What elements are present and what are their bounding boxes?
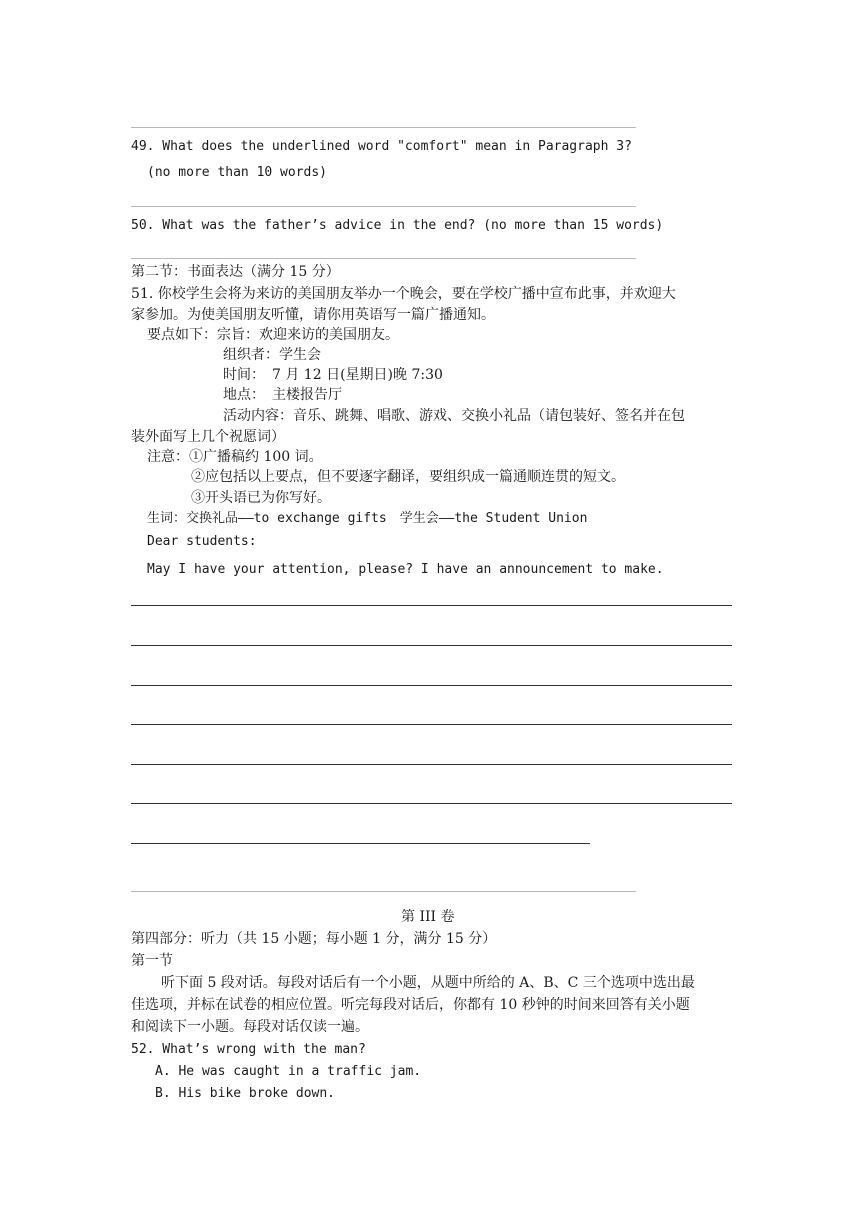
key-points-purpose: 要点如下：宗旨：欢迎来访的美国朋友。 [147,327,399,343]
writing-line[interactable] [131,605,732,606]
listening-instructions-line-3: 和阅读下一小题。每段对话仅读一遍。 [131,1019,369,1035]
question-52-option-a[interactable]: A. He was caught in a traffic jam. [155,1064,422,1079]
writing-line[interactable] [131,685,732,686]
writing-line[interactable] [131,803,732,804]
listening-instructions-line-2: 佳选项，并标在试卷的相应位置。听完每段对话后，你都有 10 秒钟的时间来回答有关小题 [131,997,690,1013]
writing-line[interactable] [131,645,732,646]
volume-3-title: 第 III 卷 [401,909,455,925]
answer-line-49 [131,206,636,207]
question-49-word-limit: (no more than 10 words) [147,165,328,180]
writing-line[interactable] [131,724,732,725]
key-points-organizer: 组织者：学生会 [223,347,321,363]
question-51-prompt-line-1: 51. 你校学生会将为来访的美国朋友举办一个晚会，要在学校广播中宣布此事，并欢迎大 [131,286,676,302]
question-49: 49. What does the underlined word "comfort" mean in Paragraph 3? [131,139,632,154]
question-51-prompt-line-2: 家参加。为使美国朋友听懂，请你用英语写一篇广播通知。 [131,307,495,323]
opening-sentence: May I have your attention, please? I have an announcement to make. [147,562,664,577]
note-3: ③开头语已为你写好。 [191,490,331,506]
question-52: 52. What’s wrong with the man? [131,1042,366,1057]
key-points-activities-line-1: 活动内容：音乐、跳舞、唱歌、游戏、交换小礼品（请包装好、签名并在包 [223,408,685,424]
answer-line-48 [131,127,636,128]
question-50: 50. What was the father’s advice in the end? (no more than 15 words) [131,218,664,233]
key-points-activities-line-2: 装外面写上几个祝愿词） [131,429,285,445]
writing-line[interactable] [131,843,590,844]
question-52-option-b[interactable]: B. His bike broke down. [155,1086,336,1101]
key-points-time: 时间： 7 月 12 日(星期日)晚 7:30 [223,367,443,383]
salutation: Dear students: [147,534,257,549]
section-1-heading: 第一节 [131,953,173,969]
vocabulary: 生词：交换礼品——to exchange gifts 学生会——the Student Union [147,511,588,526]
section-divider [131,891,636,892]
key-points-place: 地点： 主楼报告厅 [223,387,342,403]
listening-instructions-line-1: 听下面 5 段对话。每段对话后有一个小题，从题中所给的 A、B、C 三个选项中选出最 [161,975,695,991]
note-2: ②应包括以上要点，但不要逐字翻译，要组织成一篇通顺连贯的短文。 [191,469,625,485]
note-1: 注意：①广播稿约 100 词。 [147,449,323,465]
section-heading-writing: 第二节：书面表达（满分 15 分） [131,264,340,280]
answer-line-50 [131,258,636,259]
writing-line[interactable] [131,764,732,765]
part-4-heading: 第四部分：听力（共 15 小题；每小题 1 分，满分 15 分） [131,931,497,947]
